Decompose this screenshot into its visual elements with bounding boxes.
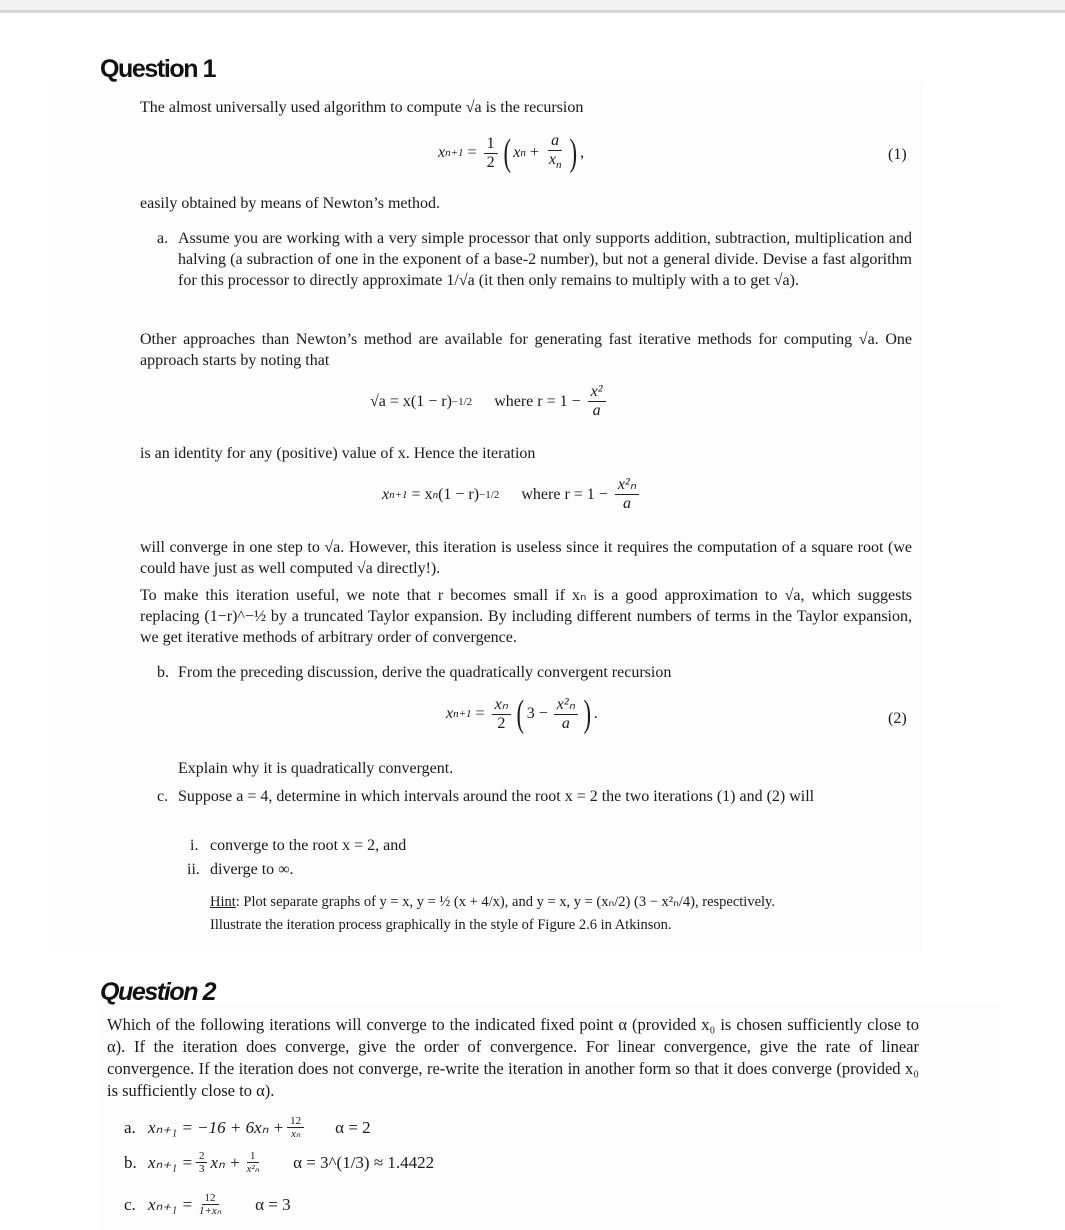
eq1-lhs-sub: n+1 bbox=[445, 147, 464, 160]
q1-other-approaches: Other approaches than Newton’s method are available for generating fast iterative methods for computing √a. One approach starts by noting that bbox=[140, 331, 912, 369]
hint-line2: Illustrate the iteration process graphically in the style of Figure 2.6 in Atkinson. bbox=[210, 917, 672, 933]
top-toolbar-strip bbox=[0, 0, 1065, 13]
q1-converge-text: will converge in one step to √a. However, this iteration is useless since it requires the computation of a square root (we could have just as well computed √a directly!). bbox=[140, 539, 912, 577]
identity-equation: √a = x(1 − r) −1/2 where r = 1 − $\frac{\text{x²}}{a}$ bbox=[370, 383, 609, 420]
hint-text: : Plot separate graphs of y = x, y = ½ (x + 4/x), and y = x, y = (xₙ/2) (3 − x²ₙ/4), respectively. bbox=[235, 894, 775, 910]
part-c-label: c. bbox=[157, 788, 169, 805]
eq2-number: (2) bbox=[888, 710, 907, 727]
part-a-text: Assume you are working with a very simple processor that only supports addition, subtraction, multiplication and halving (a subraction of one in the exponent of a base-2 number), but not a general divide. Devise a fast algorithm for this processor to directly approximate 1/√a (it then only remains to multiply with a to get √a). bbox=[178, 230, 912, 289]
equation-1: x n+1 = $\frac{1}{2}$ ( x n + $\frac{a}{x_n}$ ) , bbox=[438, 132, 585, 175]
sub-item-i-text: converge to the root x = 2, and bbox=[210, 837, 407, 854]
q1-identity-text: is an identity for any (positive) value of x. Hence the iteration bbox=[140, 445, 536, 462]
part-a-label: a. bbox=[157, 230, 169, 247]
hint-label: Hint bbox=[210, 894, 236, 910]
q1-explain: Explain why it is quadratically convergent. bbox=[178, 760, 454, 777]
q2-item-c: c. xₙ₊₁ = $\frac{12}{\text{1+xₙ}}$ α = 3 bbox=[124, 1192, 291, 1217]
eq1-coef: $\frac{1}{2}$ bbox=[484, 135, 498, 172]
iteration-equation: x n+1 = x n (1 − r) −1/2 where r = 1 − $\frac{\text{x²ₙ}}{a}$ bbox=[382, 476, 642, 513]
part-b-label: b. bbox=[157, 664, 169, 681]
part-c-text: Suppose a = 4, determine in which intervals around the root x = 2 the two iterations (1) and (2) will bbox=[178, 788, 815, 805]
q2-item-b: b. xₙ₊₁ = $\frac{2}{3}$ xₙ + $\frac{1}{\text{x²ₙ}}$ α = 3^(1/3) ≈ 1.4422 bbox=[124, 1150, 435, 1175]
eq1-frac: $\frac{a}{x_n}$ bbox=[548, 132, 562, 172]
eq1-number: (1) bbox=[888, 146, 907, 163]
sub-item-i-label: i. bbox=[190, 837, 199, 854]
q2-text: Which of the following iterations will converge to the indicated fixed point α (provided x₀ is chosen sufficiently close to α). If the iteration does converge, give the order of convergence. For linear convergence, give the rate of linear convergence. If the iteration does not converge, re-write the iteration in another form so that it does converge (provided x₀ is sufficiently close to α). bbox=[107, 1015, 919, 1100]
equation-2: x n+1 = $\frac{\text{xₙ}}{2}$ ( 3 − $\frac{\text{x²ₙ}}{a}$ ) . bbox=[446, 693, 598, 735]
sub-item-ii-text: diverge to ∞. bbox=[210, 861, 294, 878]
q2-item-a: a. xₙ₊₁ = −16 + 6xₙ + $\frac{12}{\text{xₙ}}$ α = 2 bbox=[124, 1115, 371, 1140]
question2-heading: Question 2 bbox=[100, 978, 216, 1006]
hint-line1 bbox=[210, 892, 775, 913]
sub-item-ii-label: ii. bbox=[187, 861, 200, 878]
part-b-text: From the preceding discussion, derive the quadratically convergent recursion bbox=[178, 664, 672, 681]
q1-intro: The almost universally used algorithm to compute √a is the recursion bbox=[140, 99, 584, 116]
q1-useful-text: To make this iteration useful, we note that r becomes small if xₙ is a good approximation to √a, which suggests replacing (1−r)^−½ by a truncated Taylor expansion. By including different numbers of terms in the Taylor expansion, we get iterative methods of arbitrary order of convergence. bbox=[140, 587, 912, 646]
q1-after-eq1: easily obtained by means of Newton’s method. bbox=[140, 195, 440, 212]
question1-heading: Question 1 bbox=[100, 55, 216, 83]
eq1-lhs: x bbox=[438, 144, 446, 162]
